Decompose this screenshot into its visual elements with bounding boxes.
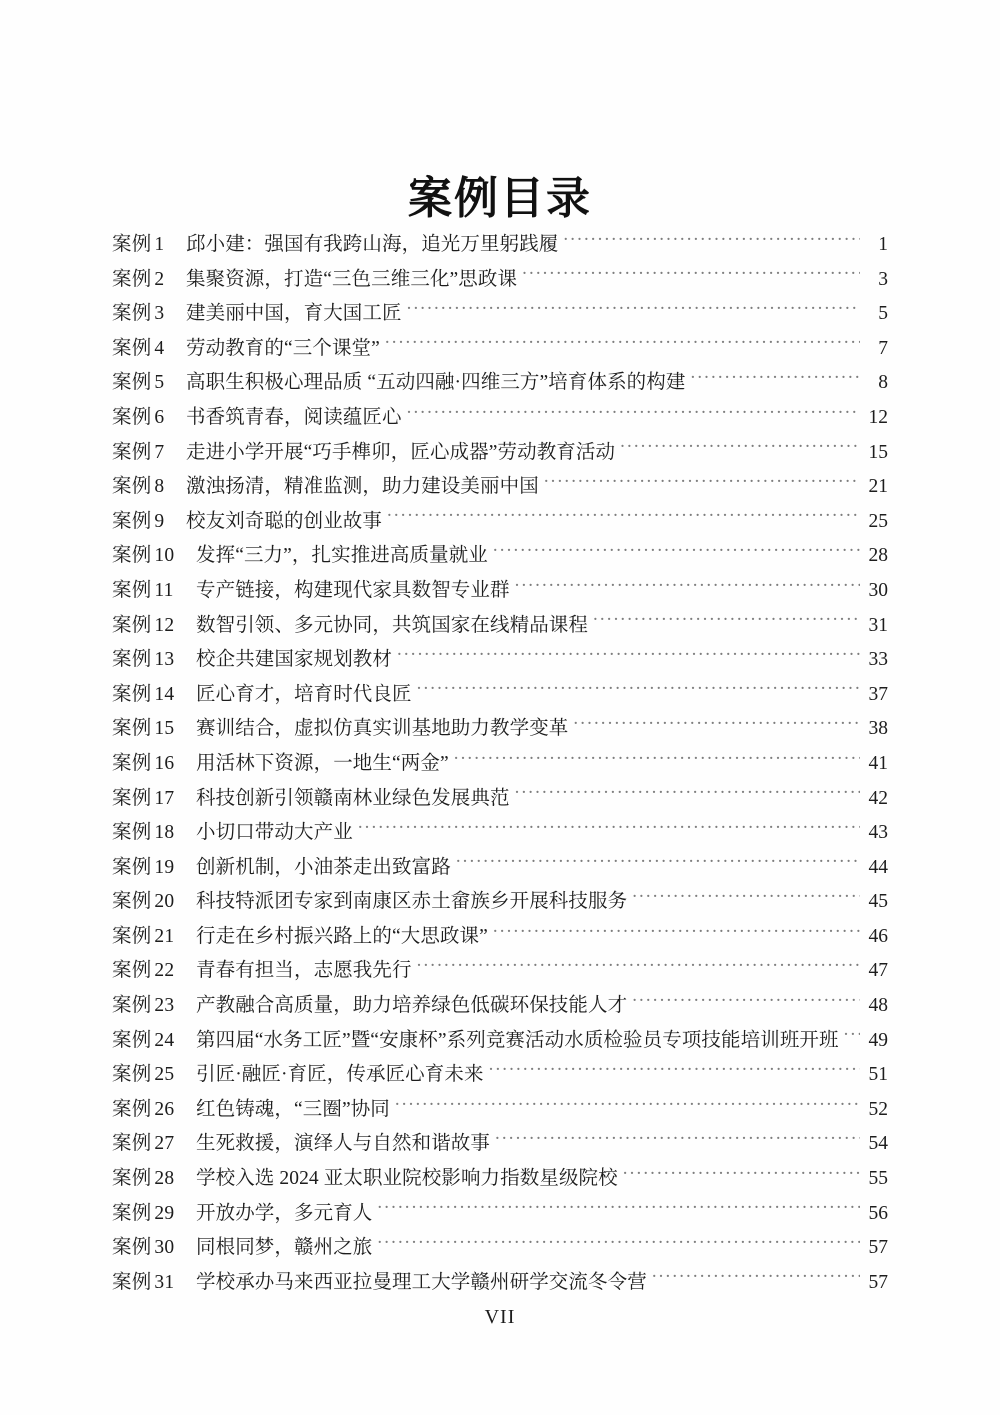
toc-entry-title[interactable]: 同根同梦，赣州之旅 (196, 1237, 373, 1259)
toc-entry-number: 8 (154, 476, 165, 498)
toc-entry-number: 26 (154, 1098, 175, 1120)
toc-dot-leader (620, 438, 860, 458)
toc-entry-page-number[interactable]: 28 (868, 545, 888, 567)
toc-entry-title[interactable]: 集聚资源，打造“三色三维三化”思政课 (186, 268, 518, 290)
toc-entry-title[interactable]: 行走在乡村振兴路上的“大思政课” (196, 925, 488, 947)
toc-dot-leader (397, 646, 860, 666)
toc-entry-page-number[interactable]: 25 (868, 510, 888, 532)
toc-entry-page-number[interactable]: 57 (868, 1271, 888, 1293)
toc-entry-number: 21 (154, 925, 175, 947)
toc-entry-page-number[interactable]: 21 (868, 476, 888, 498)
toc-entry-number: 29 (154, 1202, 175, 1224)
toc-dot-leader (573, 715, 860, 735)
toc-dot-leader (377, 1234, 860, 1254)
toc-entry-page-number[interactable]: 33 (868, 649, 888, 671)
toc-entry-label: 案例 29 (112, 1202, 175, 1224)
toc-entry-title[interactable]: 走进小学开展“巧手榫卯，匠心成器”劳动教育活动 (186, 441, 616, 463)
toc-entry-page-number[interactable]: 55 (868, 1168, 888, 1190)
toc-entry[interactable] (112, 401, 888, 436)
toc-entry-number: 28 (154, 1168, 175, 1190)
toc-entry[interactable] (112, 1197, 888, 1232)
toc-entry[interactable] (112, 297, 888, 332)
toc-entry-title[interactable]: 生死救援，演绎人与自然和谐故事 (196, 1133, 491, 1155)
toc-dot-leader (377, 1199, 860, 1219)
toc-dot-leader (395, 1095, 860, 1115)
toc-entry-label: 案例 25 (112, 1064, 175, 1086)
toc-entry-label: 案例 28 (112, 1168, 175, 1190)
toc-entry[interactable] (112, 885, 888, 920)
toc-entry-label: 案例 8 (112, 476, 165, 498)
toc-dot-leader (456, 853, 860, 873)
toc-entry[interactable] (112, 747, 888, 782)
toc-dot-leader (844, 1026, 860, 1046)
toc-entry[interactable] (112, 851, 888, 886)
toc-entry-label: 案例 7 (112, 441, 165, 463)
toc-entry-number: 3 (154, 303, 165, 325)
toc-entry-title[interactable]: 科技创新引领赣南林业绿色发展典范 (196, 787, 510, 809)
toc-entry-label: 案例 26 (112, 1098, 175, 1120)
toc-entry[interactable] (112, 436, 888, 471)
toc-entry-label: 案例 13 (112, 649, 175, 671)
toc-entry-page-number[interactable]: 3 (878, 268, 888, 290)
toc-entry-label: 案例 3 (112, 303, 165, 325)
toc-entry[interactable] (112, 574, 888, 609)
toc-entry[interactable] (112, 1231, 888, 1266)
toc-entry-number: 24 (154, 1029, 175, 1051)
toc-entry-label: 案例 24 (112, 1029, 175, 1051)
toc-entry[interactable] (112, 1058, 888, 1093)
toc-entry-page-number[interactable]: 52 (868, 1098, 888, 1120)
toc-entry-number: 22 (154, 960, 175, 982)
toc-entry-title[interactable]: 专产链接，构建现代家具数智专业群 (196, 579, 510, 601)
toc-entry-page-number[interactable]: 46 (868, 925, 888, 947)
toc-entry-page-number[interactable]: 31 (868, 614, 888, 636)
toc-dot-leader (563, 231, 860, 251)
toc-entry-number: 12 (154, 614, 175, 636)
toc-entry-number: 13 (154, 649, 175, 671)
toc-entry-number: 10 (154, 545, 175, 567)
toc-entry[interactable] (112, 1266, 888, 1301)
toc-entry-number: 15 (154, 718, 175, 740)
toc-entry[interactable] (112, 1127, 888, 1162)
toc-entry[interactable] (112, 712, 888, 747)
toc-entry-page-number[interactable]: 45 (868, 891, 888, 913)
toc-entry-title[interactable]: 高职生积极心理品质 “五动四融·四维三方”培育体系的构建 (186, 372, 686, 394)
toc-entry-number: 11 (154, 579, 174, 601)
toc-entry-page-number[interactable]: 41 (868, 752, 888, 774)
toc-entry-title[interactable]: 产教融合高质量，助力培养绿色低碳环保技能人才 (196, 995, 628, 1017)
toc-entry-title[interactable]: 红色铸魂，“三圈”协同 (196, 1098, 390, 1120)
toc-entry-number: 23 (154, 995, 175, 1017)
toc-entry[interactable] (112, 505, 888, 540)
toc-entry-page-number[interactable]: 51 (868, 1064, 888, 1086)
toc-dot-leader (632, 992, 860, 1012)
toc-entry-label: 案例 31 (112, 1271, 175, 1293)
toc-entry[interactable] (112, 332, 888, 367)
toc-entry-title[interactable]: 建美丽中国，育大国工匠 (186, 303, 402, 325)
toc-entry-number: 16 (154, 752, 175, 774)
toc-dot-leader (417, 680, 860, 700)
toc-entry-label: 案例 12 (112, 614, 175, 636)
toc-entry-title[interactable]: 激浊扬清，精准监测，助力建设美丽中国 (186, 476, 539, 498)
toc-entry[interactable] (112, 643, 888, 678)
toc-dot-leader (515, 576, 860, 596)
toc-entry-number: 18 (154, 822, 175, 844)
toc-entry-title[interactable]: 学校承办马来西亚拉曼理工大学赣州研学交流冬令营 (196, 1271, 647, 1293)
toc-entry-label: 案例 19 (112, 856, 175, 878)
toc-dot-leader (407, 403, 860, 423)
toc-entry-page-number[interactable]: 15 (868, 441, 888, 463)
toc-entry-number: 31 (154, 1271, 175, 1293)
toc-dot-leader (690, 369, 860, 389)
toc-entry[interactable] (112, 263, 888, 298)
toc-entry-number: 30 (154, 1237, 175, 1259)
toc-entry-page-number[interactable]: 37 (868, 683, 888, 705)
toc-entry-title[interactable]: 劳动教育的“三个课堂” (186, 337, 380, 359)
toc-entry-label: 案例 22 (112, 960, 175, 982)
toc-entry[interactable] (112, 920, 888, 955)
toc-entry[interactable] (112, 470, 888, 505)
toc-entry-number: 25 (154, 1064, 175, 1086)
page-folio: VII (484, 1306, 516, 1328)
toc-dot-leader (407, 300, 860, 320)
toc-entry-label: 案例 16 (112, 752, 175, 774)
toc-dot-leader (417, 957, 860, 977)
toc-entry[interactable] (112, 1024, 888, 1059)
toc-entry-title[interactable]: 科技特派团专家到南康区赤土畲族乡开展科技服务 (196, 891, 628, 913)
toc-entry-title[interactable]: 校企共建国家规划教材 (196, 649, 393, 671)
toc-dot-leader (387, 507, 860, 527)
toc-entry-title[interactable]: 匠心育才，培育时代良匠 (196, 683, 412, 705)
toc-entry-number: 2 (154, 268, 165, 290)
toc-entry[interactable] (112, 1162, 888, 1197)
toc-entry[interactable] (112, 816, 888, 851)
toc-entry-label: 案例 11 (112, 579, 174, 601)
toc-dot-leader (522, 265, 860, 285)
toc-entry-label: 案例 4 (112, 337, 165, 359)
toc-entry[interactable] (112, 989, 888, 1024)
toc-entry-number: 9 (154, 510, 165, 532)
toc-entry-label: 案例 21 (112, 925, 175, 947)
toc-entry-page-number[interactable]: 47 (868, 960, 888, 982)
toc-dot-leader (489, 1061, 860, 1081)
toc-entry[interactable] (112, 1093, 888, 1128)
toc-entry-number: 6 (154, 406, 165, 428)
toc-entry-label: 案例 15 (112, 718, 175, 740)
toc-entry-title[interactable]: 开放办学，多元育人 (196, 1202, 373, 1224)
toc-entry-label: 案例 17 (112, 787, 175, 809)
toc-entry-number: 27 (154, 1133, 175, 1155)
toc-entry-number: 7 (154, 441, 165, 463)
toc-entry-label: 案例 9 (112, 510, 165, 532)
toc-entry-label: 案例 18 (112, 822, 175, 844)
toc-dot-leader (632, 888, 860, 908)
toc-dot-leader (493, 542, 860, 562)
toc-dot-leader (493, 922, 860, 942)
toc-entry-label: 案例 23 (112, 995, 175, 1017)
toc-entry-title[interactable]: 数智引领、多元协同，共筑国家在线精品课程 (196, 614, 589, 636)
toc-entry-number: 14 (154, 683, 175, 705)
toc-entry-title[interactable]: 用活林下资源，一地生“两金” (196, 752, 449, 774)
toc-entry-page-number[interactable]: 42 (868, 787, 888, 809)
toc-entry-label: 案例 2 (112, 268, 165, 290)
toc-entry-number: 4 (154, 337, 165, 359)
toc-entry-number: 5 (154, 372, 165, 394)
toc-entry-page-number[interactable]: 48 (868, 995, 888, 1017)
toc-entry-page-number[interactable]: 1 (878, 234, 888, 255)
toc-entry-page-number[interactable]: 12 (868, 406, 888, 428)
toc-entry[interactable] (112, 678, 888, 713)
toc-dot-leader (358, 819, 860, 839)
toc-entry-page-number[interactable]: 8 (878, 372, 888, 394)
toc-dot-leader (652, 1268, 860, 1288)
toc-entry-title[interactable]: 第四届“水务工匠”暨“安康杯”系列竞赛活动水质检验员专项技能培训班开班 (196, 1029, 839, 1051)
toc-dot-leader (454, 749, 860, 769)
toc-entry-page-number[interactable]: 49 (868, 1029, 888, 1051)
toc-entry-page-number[interactable]: 7 (878, 337, 888, 359)
toc-entry-title[interactable]: 校友刘奇聪的创业故事 (186, 510, 383, 532)
toc-entry-number: 1 (154, 234, 165, 255)
toc-entry-title[interactable]: 书香筑青春，阅读蕴匠心 (186, 406, 402, 428)
toc-entry-number: 20 (154, 891, 175, 913)
toc-entry[interactable] (112, 954, 888, 989)
toc-entry-title[interactable]: 学校入选 2024 亚太职业院校影响力指数星级院校 (196, 1168, 618, 1190)
toc-entry-page-number[interactable]: 56 (868, 1202, 888, 1224)
toc-entry-page-number[interactable]: 38 (868, 718, 888, 740)
toc-entry-number: 19 (154, 856, 175, 878)
toc-entry-title[interactable]: 发挥“三力”，扎实推进高质量就业 (196, 545, 488, 567)
toc-dot-leader (544, 473, 860, 493)
toc-entry-page-number[interactable]: 57 (868, 1237, 888, 1259)
toc-entry[interactable] (112, 609, 888, 644)
toc-entry-label: 案例 6 (112, 406, 165, 428)
toc-entry-title[interactable]: 创新机制，小油茶走出致富路 (196, 856, 451, 878)
toc-entry-label: 案例 20 (112, 891, 175, 913)
toc-dot-leader (515, 784, 860, 804)
toc-entry[interactable] (112, 782, 888, 817)
toc-entry[interactable] (112, 366, 888, 401)
toc-entry[interactable] (112, 228, 888, 263)
page-title: 案例目录 (408, 173, 592, 225)
toc-dot-leader (385, 334, 860, 354)
toc-entry[interactable] (112, 539, 888, 574)
toc-entry-label: 案例 5 (112, 372, 165, 394)
toc-entry-label: 案例 27 (112, 1133, 175, 1155)
toc-entry-page-number[interactable]: 44 (868, 856, 888, 878)
table-of-contents (112, 228, 888, 1300)
toc-entry-title[interactable]: 青春有担当，志愿我先行 (196, 960, 412, 982)
toc-entry-number: 17 (154, 787, 175, 809)
toc-entry-label: 案例 14 (112, 683, 175, 705)
toc-entry-page-number[interactable]: 43 (868, 822, 888, 844)
toc-entry-title[interactable]: 邱小建：强国有我跨山海，追光万里躬践履 (186, 234, 559, 255)
toc-entry-title[interactable]: 赛训结合，虚拟仿真实训基地助力教学变革 (196, 718, 569, 740)
toc-entry-page-number[interactable]: 30 (868, 579, 888, 601)
toc-dot-leader (623, 1165, 860, 1185)
toc-entry-page-number[interactable]: 54 (868, 1133, 888, 1155)
toc-entry-title[interactable]: 小切口带动大产业 (196, 822, 353, 844)
toc-dot-leader (495, 1130, 860, 1150)
toc-entry-label: 案例 1 (112, 234, 165, 255)
toc-entry-label: 案例 10 (112, 545, 175, 567)
toc-entry-page-number[interactable]: 5 (878, 303, 888, 325)
toc-dot-leader (593, 611, 860, 631)
toc-entry-title[interactable]: 引匠·融匠·育匠，传承匠心育未来 (196, 1064, 484, 1086)
toc-entry-label: 案例 30 (112, 1237, 175, 1259)
